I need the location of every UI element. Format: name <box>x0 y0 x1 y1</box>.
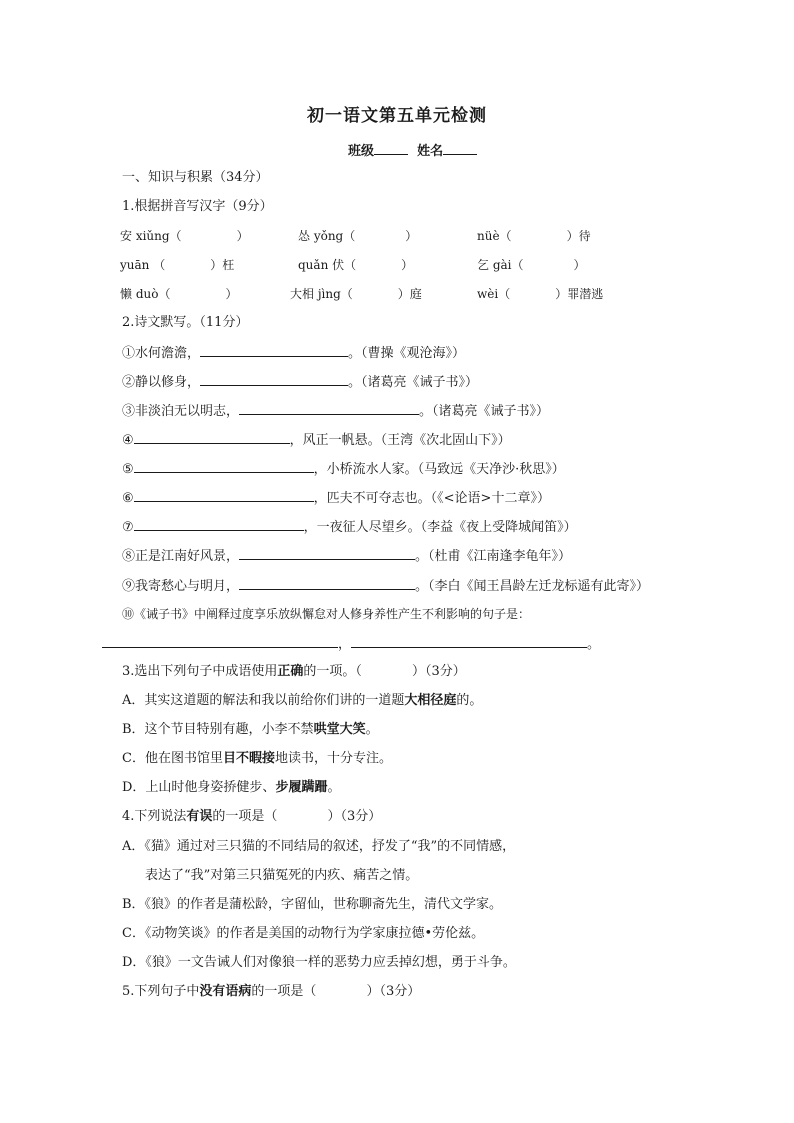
answer-blank[interactable] <box>239 546 415 560</box>
question-3-option-c: C．他在图书馆里目不暇接地读书，十分专注。 <box>122 751 392 766</box>
answer-blank[interactable] <box>134 459 314 473</box>
pinyin-item-9: wèi（ ）罪潜逃 <box>477 287 604 301</box>
answer-blank[interactable] <box>239 576 415 590</box>
question-4-option-b: B．《狼》的作者是蒲松龄，字留仙，世称聊斋先生，清代文学家。 <box>122 897 503 912</box>
class-blank[interactable] <box>374 141 408 155</box>
question-4-option-a-cont: 表达了“我”对第三只猫冤死的内疚、痛苦之情。 <box>145 868 419 883</box>
answer-blank[interactable] <box>239 401 419 415</box>
question-5-prompt: 5.下列句子中没有语病的一项是（ ）（3分） <box>122 984 421 999</box>
pinyin-item-3: nüè（ ）待 <box>477 229 591 243</box>
pinyin-item-5: quǎn 伏（ ） <box>298 258 414 272</box>
question-3-option-b: B．这个节目特别有趣，小李不禁哄堂大笑。 <box>122 722 379 737</box>
pinyin-item-6: 乞 gài（ ） <box>477 258 586 272</box>
recitation-line-6: ⑥ ，匹夫不可夺志也。（《<论语>十二章》） <box>122 488 550 508</box>
question-1-prompt: 1.根据拼音写汉字（9分） <box>122 199 273 214</box>
question-2-prompt: 2.诗文默写。（11分） <box>122 315 249 330</box>
question-3-prompt: 3.选出下列句子中成语使用正确的一项。（ ）（3分） <box>122 664 466 679</box>
student-info <box>348 141 477 161</box>
answer-blank[interactable] <box>200 372 348 386</box>
name-label: 姓名 <box>417 144 444 159</box>
recitation-line-4: ④ ，风正一帆悬。（王湾《次北固山下》） <box>122 430 511 450</box>
name-blank[interactable] <box>443 141 477 155</box>
answer-blank[interactable] <box>134 430 290 444</box>
recitation-line-7: ⑦ ，一夜征人尽望乡。（李益《夜上受降城闻笛》） <box>122 517 577 537</box>
pinyin-item-1: 安 xiǔng（ ） <box>120 229 249 243</box>
pinyin-item-2: 怂 yǒng（ ） <box>298 229 418 243</box>
pinyin-item-8: 大相 jìng（ ）庭 <box>290 287 422 301</box>
question-4-option-a: A．《猫》通过对三只猫的不同结局的叙述，抒发了“我”的不同情感， <box>122 839 516 854</box>
answer-blank[interactable] <box>351 634 587 648</box>
question-3-option-a: A．其实这道题的解法和我以前给你们讲的一道题大相径庭的。 <box>122 693 483 708</box>
answer-blank[interactable] <box>134 488 314 502</box>
answer-blank[interactable] <box>134 517 304 531</box>
class-label: 班级 <box>348 144 375 159</box>
page-title: 初一语文第五单元检测 <box>307 106 487 126</box>
question-4-prompt: 4.下列说法有误的一项是（ ）（3分） <box>122 809 382 824</box>
recitation-line-5: ⑤ ，小桥流水人家。（马致远《天净沙·秋思》） <box>122 459 565 479</box>
question-3-option-d: D．上山时他身姿挢健步、步履蹒跚。 <box>122 780 341 795</box>
pinyin-item-7: 懒 duò（ ） <box>120 287 238 301</box>
question-4-option-c: C．《动物笑谈》的作者是美国的动物行为学家康拉德•劳伦兹。 <box>122 926 485 941</box>
recitation-line-8: ⑧正是江南好风景， 。（杜甫《江南逢李龟年》） <box>122 546 571 566</box>
recitation-line-10-answers: ， 。 <box>102 634 600 654</box>
answer-blank[interactable] <box>102 634 338 648</box>
recitation-line-3: ③非淡泊无以明志， 。（诸葛亮《诫子书》） <box>122 401 549 421</box>
pinyin-item-4: yuān （ ）枉 <box>120 258 235 272</box>
answer-blank[interactable] <box>200 343 348 357</box>
question-4-option-d: D．《狼》一文告诫人们对像狼一样的恶势力应丢掉幻想，勇于斗争。 <box>122 955 516 970</box>
recitation-line-2: ②静以修身， 。（诸葛亮《诫子书》） <box>122 372 478 392</box>
recitation-line-9: ⑨我寄愁心与明月， 。（李白《闻王昌龄左迁龙标遥有此寄》） <box>122 576 649 596</box>
recitation-line-10: ⑩《诫子书》中阐释过度享乐放纵懈怠对人修身养性产生不利影响的句子是： <box>122 607 531 621</box>
recitation-line-1: ①水何澹澹， 。（曹操《观沧海》） <box>122 343 465 363</box>
section-heading: 一、知识与积累（34分） <box>122 170 269 185</box>
